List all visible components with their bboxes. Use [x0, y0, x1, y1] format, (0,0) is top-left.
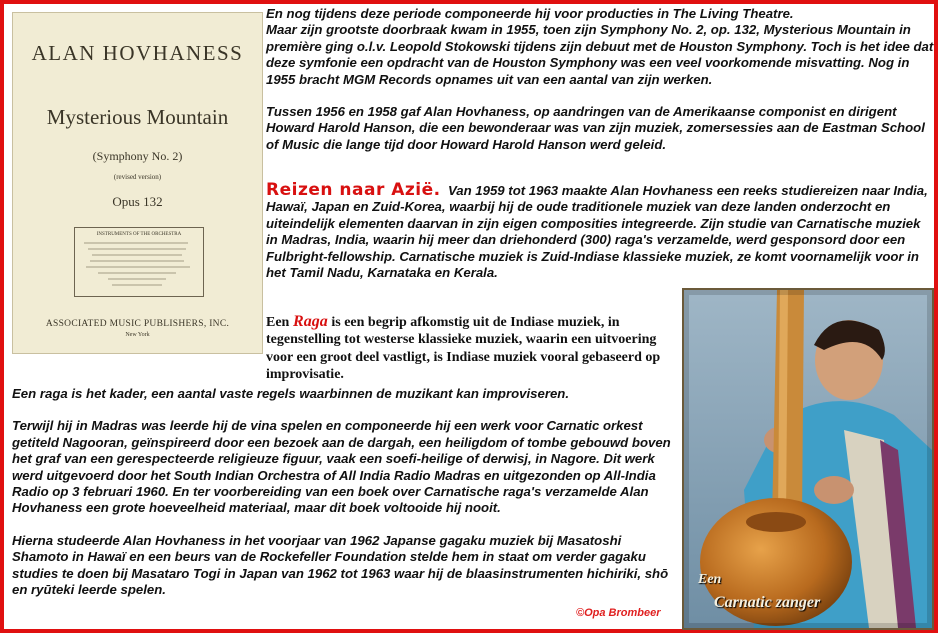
- photo-caption-line2: Carnatic zanger: [714, 594, 821, 611]
- cover-opus: Opus 132: [112, 194, 163, 209]
- paragraph-breakthrough: Maar zijn grootste doorbraak kwam in 1955, toen zijn Symphony No. 2, op. 132, Mysterious Mountain in première ging o.l.v. Leopold Stokowski tijdens zijn debuut met de Houston Symphony. Toch is het idee dat deze symfonie een opdracht van de Houston Symphony was een veel voorkomende misvatting. Nog in 1955 bracht MGM Records opnames uit van een aantal van zijn werken.: [266, 22, 934, 87]
- cover-instrumentation-heading: INSTRUMENTS OF THE ORCHESTRA: [96, 232, 182, 237]
- text-block-raga: [266, 314, 674, 384]
- score-cover-image: [12, 12, 263, 354]
- text-block-azie: [266, 182, 934, 281]
- cover-composer: ALAN HOVHANESS: [31, 41, 244, 65]
- cover-title: Mysterious Mountain: [46, 105, 229, 129]
- paragraph-study-trips: Van 1959 tot 1963 maakte Alan Hovhaness een reeks studiereizen naar India, Hawaï, Japan en Zuid-Korea, waarbij hij de oude traditionele muziek van deze landen onderzocht en uiteindelijk elementen daarvan in zijn eigen composities integreerde. Zijn studie van Carnatische muziek in Madras, India, waarin hij meer dan driehonderd (300) raga's verzamelde, werd gesponsord door een Fulbright-fellowship. Carnatische muziek is Zuid-Indiase klassieke muziek, ze komt voornamelijk voor in het Tamil Nadu, Karnataka en Kerala.: [266, 183, 928, 281]
- raga-definition: is een begrip afkomstig uit de Indiase muziek, in tegenstelling tot westerse klassieke muziek, waarin een uitvoering voor een groot deel vastligt, is Indiase muziek vooral gebaseerd op improvisatie.: [266, 315, 661, 383]
- cover-subtitle: (Symphony No. 2): [92, 149, 183, 163]
- paragraph-eastman: Tussen 1956 en 1958 gaf Alan Hovhaness, op aandringen van de Amerikaanse componist en dirigent Howard Harold Hanson, die een bewonderaar was van zijn muziek, zomersessies aan de Eastman School of Music die lange tijd door Howard Harold Hanson werd geleid.: [266, 104, 925, 152]
- paragraph-gagaku: Hierna studeerde Alan Hovhaness in het voorjaar van 1962 Japanse gagaku muziek bij Masatoshi Shamoto in Hawaï en een beurs van de Rockefeller Foundation stelde hem in staat om verder gagaku studies te doen bij Masataro Togi in Japan van 1962 tot 1963 waar hij de blaasinstrumenten hichiriki, shō en ryūteki leerde spelen.: [12, 532, 669, 598]
- paragraph-madras: Terwijl hij in Madras was leerde hij de vina spelen en componeerde hij een werk voor Carnatic orkest getiteld Nagooran, geïnspireerd door een bezoek aan de dargah, een heiligdom of tombe gebouwd boven het graf van een gerespecteerde religieuze figuur, vaak een soefi-heilige of derwisj, in Nagore. Dit werk werd uitgevoerd door het South Indian Orchestra of All India Radio Madras en uitgezonden op All-India Radio op 3 februari 1960. En ter voorbereiding van een boek over Carnatische raga's verzamelde Alan Hovhaness een grote hoeveelheid materiaal, maar dit boek voltooide hij nooit.: [12, 418, 671, 516]
- text-block-top: [266, 6, 934, 153]
- photo-caption-line1: Een: [698, 572, 722, 587]
- cover-city: New York: [125, 332, 150, 338]
- instrumentation-lines: [78, 240, 200, 292]
- cover-instrumentation-box: [74, 227, 204, 297]
- copyright-credit: ©Opa Brombeer: [576, 607, 661, 619]
- raga-term: Raga: [293, 313, 328, 330]
- cover-publisher: ASSOCIATED MUSIC PUBLISHERS, INC.: [45, 319, 230, 329]
- text-block-lower: [12, 386, 674, 598]
- paragraph-raga-frame: Een raga is het kader, een aantal vaste regels waarbinnen de muzikant kan improviseren.: [12, 386, 570, 401]
- section-heading-azie: Reizen naar Azië.: [266, 180, 441, 200]
- carnatic-singer-photo: [682, 288, 934, 630]
- paragraph-living-theatre: En nog tijdens deze periode componeerde hij voor producties in The Living Theatre.: [266, 6, 794, 21]
- cover-revised: (revised version): [113, 173, 162, 181]
- raga-pre: Een: [266, 315, 290, 330]
